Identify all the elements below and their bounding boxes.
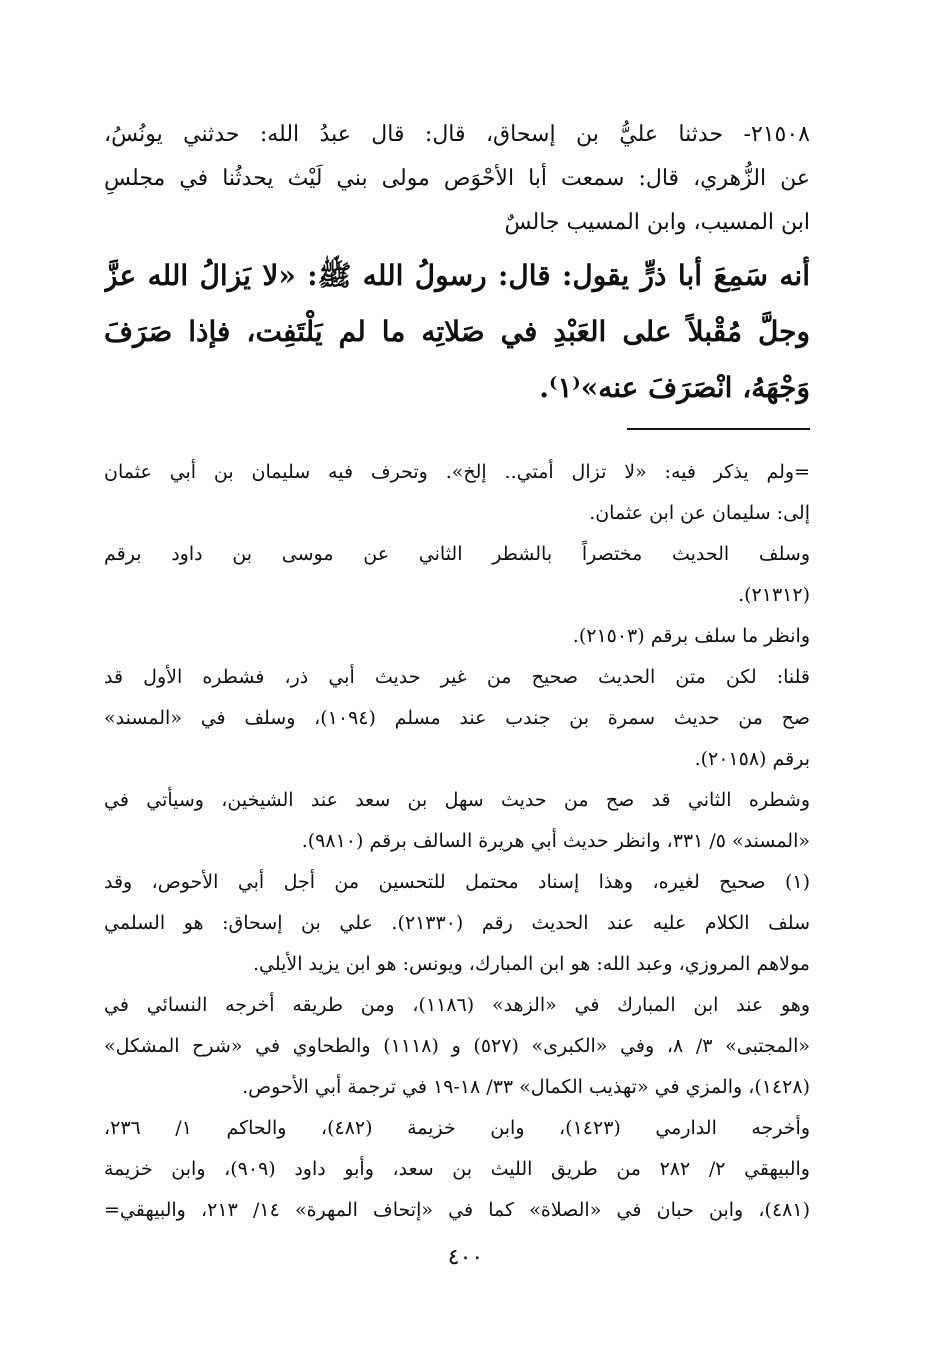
footnote-line: وانظر ما سلف برقم (٢١٥٠٣).	[572, 625, 810, 647]
footnote-line: وشطره الثاني قد صح من حديث سهل بن سعد عند الشيخين، وسيأتي في	[104, 789, 810, 811]
footnote-line: وسلف الحديث مختصراً بالشطر الثاني عن موسى بن داود برقم	[104, 543, 810, 565]
footnote-line: والبيهقي ٢/ ٢٨٢ من طريق الليث بن سعد، وأبو داود (٩٠٩)، وابن خزيمة	[104, 1158, 810, 1180]
matn-line: وجلَّ مُقْبلاً على العَبْدِ في صَلاتِه ما لم يَلْتَفِت، فإذا صَرَفَ	[104, 315, 810, 348]
footnote-line: صح من حديث سمرة بن جندب عند مسلم (١٠٩٤)، وسلف في «المسند»	[104, 707, 810, 729]
footnote-line: (٤٨١)، وابن حبان في «الصلاة» كما في «إتحاف المهرة» ١٤/ ٢١٣، والبيهقي=	[104, 1199, 810, 1221]
footnote-line: (١) صحيح لغيره، وهذا إسناد محتمل للتحسين من أجل أبي الأحوص، وقد	[104, 871, 810, 893]
isnad-line: عن الزُّهري، قال: سمعت أبا الأحْوَص مولى بني لَيْث يحدثُنا في مجلسِ	[104, 166, 810, 191]
isnad-line: ٢١٥٠٨- حدثنا عليُّ بن إسحاق، قال: قال عبدُ الله: حدثني يونُسُ،	[104, 122, 810, 147]
hadith-isnad	[104, 113, 810, 245]
footnote-line: برقم (٢٠١٥٨).	[694, 748, 810, 770]
isnad-line: ابن المسيب، وابن المسيب جالسٌ	[504, 210, 810, 235]
footnote-line: «المسند» ٥/ ٣٣١، وانظر حديث أبي هريرة السالف برقم (٩٨١٠).	[301, 830, 810, 852]
hadith-matn	[104, 248, 810, 416]
footnotes	[104, 452, 810, 1231]
footnote-line: قلنا: لكن متن الحديث صحيح من غير حديث أبي ذر، فشطره الأول قد	[104, 666, 810, 688]
footnote-line: وأخرجه الدارمي (١٤٢٣)، وابن خزيمة (٤٨٢)، والحاكم ١/ ٢٣٦،	[104, 1117, 810, 1139]
matn-line: أنه سَمِعَ أبا ذرٍّ يقول: قال: رسولُ الله ﷺ: «لا يَزالُ الله عزَّ	[104, 259, 810, 292]
footnote-line: إلى: سليمان عن ابن عثمان.	[589, 502, 810, 524]
footnote-line: (١٤٢٨)، والمزي في «تهذيب الكمال» ٣٣/ ١٨-١٩ في ترجمة أبي الأحوص.	[242, 1076, 810, 1098]
matn-line: وَجْهَهُ، انْصَرَفَ عنه»⁽١⁾.	[539, 371, 810, 404]
footnote-line: مولاهم المروزي، وعبد الله: هو ابن المبارك، ويونس: هو ابن يزيد الأيلي.	[252, 953, 810, 975]
footnote-line: وهو عند ابن المبارك في «الزهد» (١١٨٦)، ومن طريقه أخرجه النسائي في	[104, 994, 810, 1016]
footnote-line: (٢١٣١٢).	[738, 584, 810, 606]
footnote-separator	[627, 428, 810, 430]
page-number: ٤٠٠	[447, 1245, 484, 1270]
footnote-line: «المجتبى» ٣/ ٨، وفي «الكبرى» (٥٢٧) و (١١١٨) والطحاوي في «شرح المشكل»	[104, 1035, 810, 1057]
footnote-line: سلف الكلام عليه عند الحديث رقم (٢١٣٣٠). علي بن إسحاق: هو السلمي	[104, 912, 810, 934]
footnote-line: =ولم يذكر فيه: «لا تزال أمتي.. إلخ». وتحرف فيه سليمان بن أبي عثمان	[104, 461, 810, 483]
